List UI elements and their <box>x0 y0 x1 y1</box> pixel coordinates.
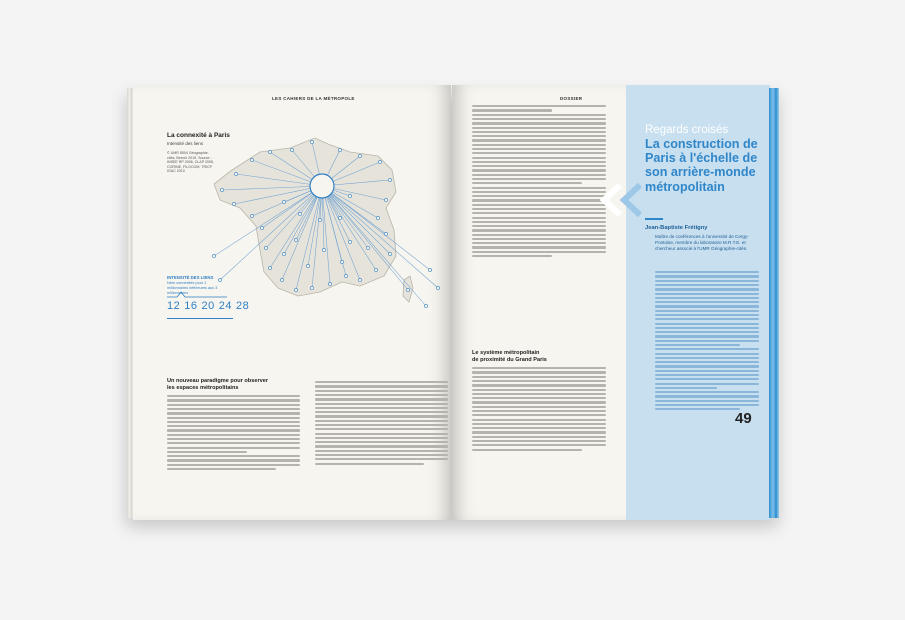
city-node <box>282 200 285 203</box>
right-column-top <box>472 104 606 259</box>
right-running-head: DOSSIER <box>560 96 583 101</box>
right-heading-line1: Le système métropolitain <box>472 350 540 356</box>
city-node <box>322 248 325 251</box>
map-source: © UMR 8504 Géographie-cités, Berroir 2015. Source : INSEE RP 2006, CLAP 2006, CORINE, FILOCOM, TRICP IGAC 2010 <box>167 151 215 174</box>
city-node <box>306 264 309 267</box>
city-node <box>384 198 387 201</box>
city-node <box>250 158 253 161</box>
left-column-2 <box>315 380 448 467</box>
city-node <box>298 212 301 215</box>
map-subtitle: Intensité des liens <box>167 141 204 146</box>
city-node <box>268 266 271 269</box>
left-column-1 <box>167 394 300 472</box>
page-number: 49 <box>735 410 752 427</box>
sidebar-kicker: Regards croisés <box>645 124 729 136</box>
city-node <box>348 194 351 197</box>
city-node <box>436 286 439 289</box>
city-node <box>344 274 347 277</box>
city-node <box>358 154 361 157</box>
city-node <box>406 288 409 291</box>
city-node <box>424 304 427 307</box>
city-node <box>338 148 341 151</box>
right-section-heading <box>472 350 606 363</box>
city-node <box>268 150 271 153</box>
city-node <box>388 178 391 181</box>
sidebar-column <box>655 270 759 412</box>
city-node <box>234 172 237 175</box>
city-node <box>220 188 223 191</box>
city-node <box>294 288 297 291</box>
legend-rule <box>167 318 233 319</box>
city-node <box>280 278 283 281</box>
legend-value: 16 <box>184 300 198 312</box>
city-node <box>250 214 253 217</box>
legend-subtitle: Nbre connexités pour 1 millionnaires inférieures aux 3 millionnaires <box>167 281 218 295</box>
left-heading-line1: Un nouveau paradigme pour observer <box>167 378 269 384</box>
city-node <box>318 218 321 221</box>
right-page-edges <box>769 88 779 518</box>
city-node <box>358 278 361 281</box>
legend-title: INTENSITÉ DES LIENS <box>167 275 214 280</box>
city-node <box>338 216 341 219</box>
france-outline <box>214 138 396 296</box>
city-node <box>264 246 267 249</box>
right-heading-line2: de proximité du Grand Paris <box>472 356 547 363</box>
sidebar-rule <box>645 218 663 220</box>
left-heading-line2: les espaces métropolitains <box>167 384 239 391</box>
legend-value: 20 <box>201 300 215 312</box>
map-title: La connexité à Paris <box>167 132 230 139</box>
chevron-arrow-icon <box>600 183 644 217</box>
city-node <box>328 282 331 285</box>
city-node <box>366 246 369 249</box>
city-node <box>260 226 263 229</box>
legend-wave-icon <box>167 291 227 299</box>
legend-value: 24 <box>218 300 232 312</box>
right-column-bottom <box>472 366 606 453</box>
legend-value: 28 <box>236 300 250 312</box>
left-running-head: LES CAHIERS DE LA MÉTROPOLE <box>272 96 355 101</box>
city-node <box>388 252 391 255</box>
paris-hub <box>310 174 334 198</box>
legend-value: 12 <box>167 300 181 312</box>
city-node <box>384 232 387 235</box>
city-node <box>428 268 431 271</box>
sidebar-author: Jean-Baptiste Frétigny <box>645 225 708 231</box>
legend-values <box>167 300 253 312</box>
city-node <box>232 202 235 205</box>
city-node <box>294 238 297 241</box>
city-node <box>310 140 313 143</box>
city-node <box>376 216 379 219</box>
city-node <box>348 240 351 243</box>
city-node <box>212 254 215 257</box>
city-node <box>310 286 313 289</box>
city-node <box>374 268 377 271</box>
city-node <box>290 148 293 151</box>
city-node <box>282 252 285 255</box>
sidebar-title: La construction de Paris à l'échelle de son arrière-monde métropolitain <box>645 137 758 194</box>
left-section-heading <box>167 378 307 391</box>
sidebar-author-role: Maître de conférences à l'université de Cergy-Pontoise, membre du laboratoire M.R.T.E. et chercheur associé à l'UMR Géographie-cités. <box>655 234 749 251</box>
city-node <box>378 160 381 163</box>
city-node <box>340 260 343 263</box>
